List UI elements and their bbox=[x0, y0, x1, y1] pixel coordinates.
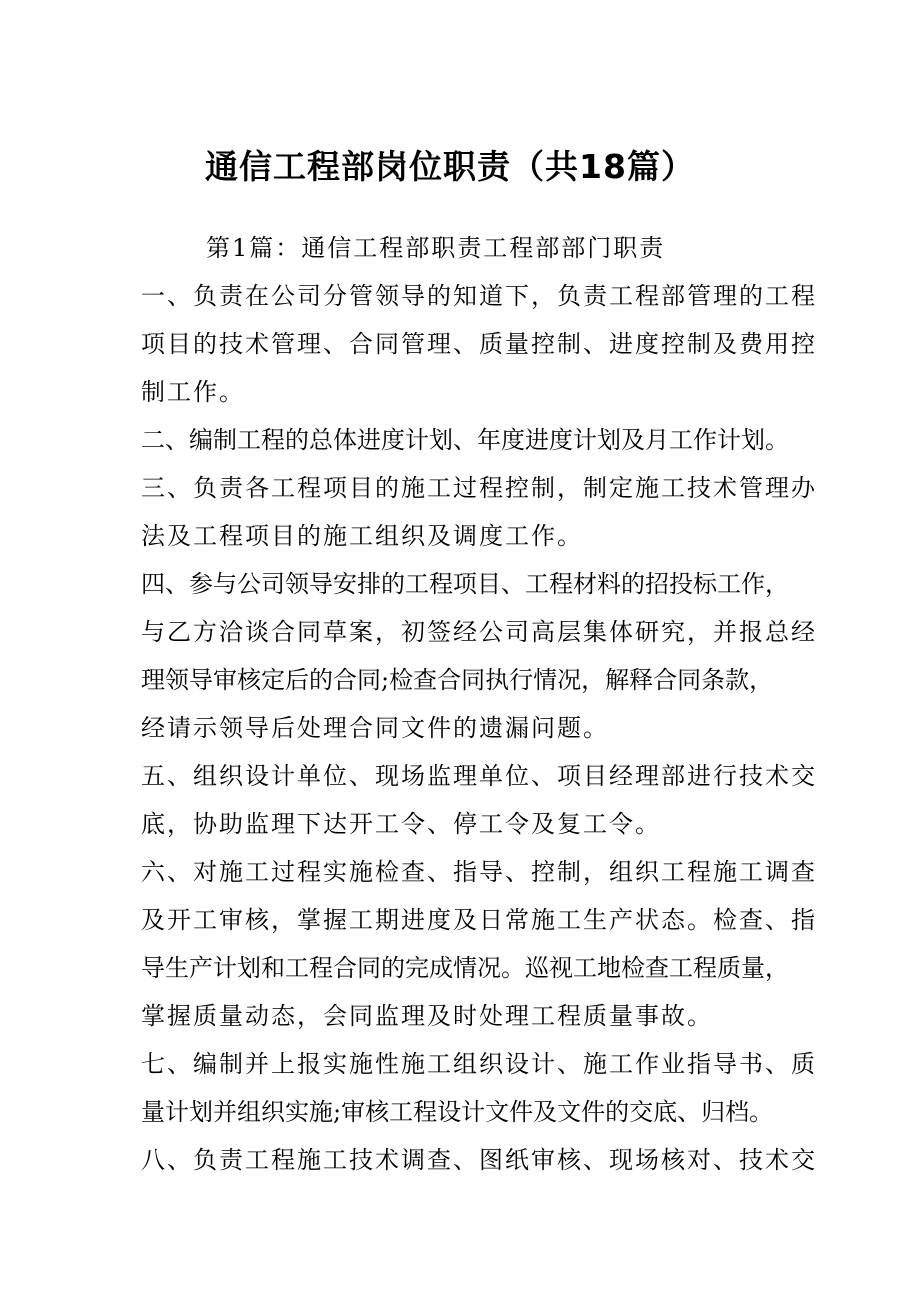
text-line: 八、负责工程施工技术调查、图纸审核、现场核对、技术交 bbox=[141, 1146, 817, 1174]
text-line: 导生产计划和工程合同的完成情况。巡视工地检查工程质量， bbox=[141, 954, 789, 982]
text-line: 项目的技术管理、合同管理、质量控制、进度控制及费用控 bbox=[141, 330, 817, 358]
text-line: 二、编制工程的总体进度计划、年度进度计划及月工作计划。 bbox=[141, 426, 789, 454]
text-line: 五、组织设计单位、现场监理单位、项目经理部进行技术交 bbox=[141, 762, 817, 790]
text-line: 及开工审核，掌握工期进度及日常施工生产状态。检查、指 bbox=[141, 906, 817, 934]
text-line: 四、参与公司领导安排的工程项目、工程材料的招投标工作， bbox=[141, 570, 789, 598]
document-body bbox=[141, 224, 817, 1184]
text-line: 六、对施工过程实施检查、指导、控制，组织工程施工调查 bbox=[141, 858, 817, 886]
text-line: 与乙方洽谈合同草案，初签经公司高层集体研究，并报总经 bbox=[141, 618, 817, 646]
text-line: 七、编制并上报实施性施工组织设计、施工作业指导书、质 bbox=[141, 1050, 817, 1078]
document-title: 通信工程部岗位职责（共18篇） bbox=[205, 147, 695, 186]
text-line: 经请示领导后处理合同文件的遗漏问题。 bbox=[141, 714, 609, 742]
text-line: 一、负责在公司分管领导的知道下，负责工程部管理的工程 bbox=[141, 282, 817, 310]
text-line: 制工作。 bbox=[141, 378, 245, 406]
text-line: 三、负责各工程项目的施工过程控制，制定施工技术管理办 bbox=[141, 474, 817, 502]
text-line: 底，协助监理下达开工令、停工令及复工令。 bbox=[141, 810, 661, 838]
text-line: 理领导审核定后的合同;检查合同执行情况，解释合同条款， bbox=[141, 666, 774, 694]
text-line: 法及工程项目的施工组织及调度工作。 bbox=[141, 522, 583, 550]
text-line: 掌握质量动态，会同监理及时处理工程质量事故。 bbox=[141, 1002, 713, 1030]
chapter-heading: 第1篇：通信工程部职责工程部部门职责 bbox=[206, 234, 666, 262]
text-line: 量计划并组织实施;审核工程设计文件及文件的交底、归档。 bbox=[141, 1098, 774, 1126]
